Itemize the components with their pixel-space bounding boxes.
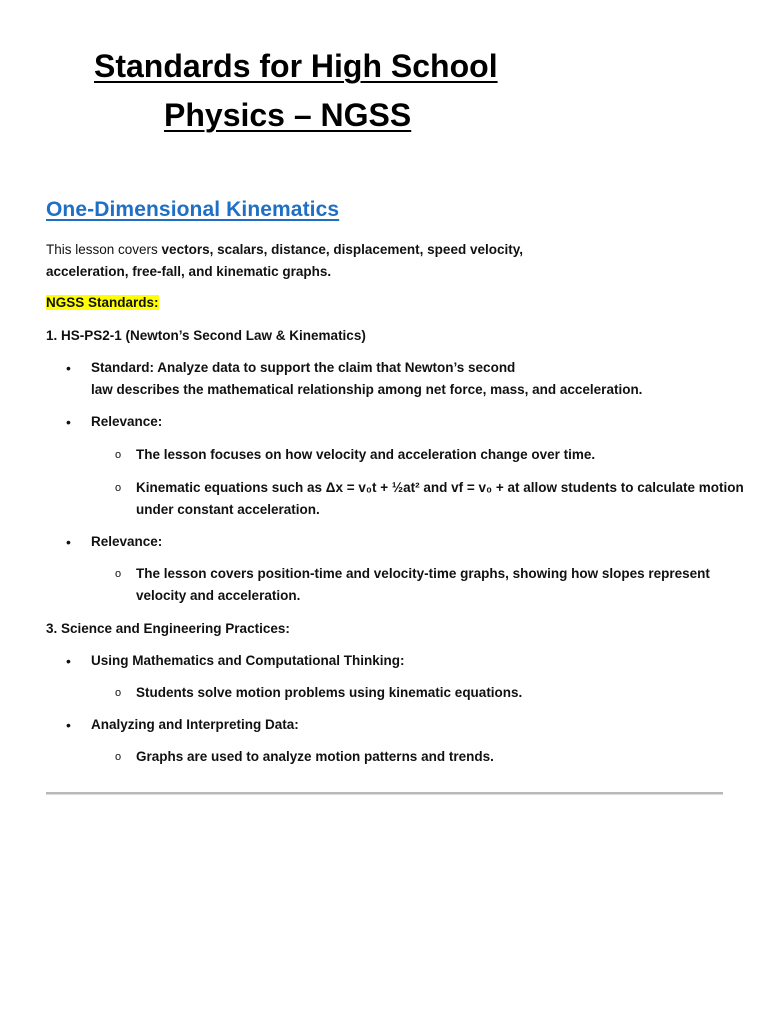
practice-2-sub: Graphs are used to analyze motion patterns and trends.: [136, 749, 494, 764]
intro-prefix: This lesson covers: [46, 242, 162, 257]
section-heading: One-Dimensional Kinematics: [46, 198, 340, 221]
item1-relevance-sub-2-line-1: Kinematic equations such as Δx = v₀t + ½at² and vf = v₀ + at allow students to calculate motion: [136, 480, 744, 495]
horizontal-rule: [46, 792, 723, 795]
item1-relevance-label: Relevance:: [91, 414, 163, 429]
bullet-icon: •: [66, 414, 71, 430]
item1-standard-line-1: Standard: Analyze data to support the claim that Newton’s second: [91, 360, 516, 375]
bullet-icon: •: [66, 534, 71, 550]
bullet-icon: •: [66, 653, 71, 669]
item2-relevance-sub-line-1: The lesson covers position-time and velocity-time graphs, showing how slopes represent: [136, 566, 710, 581]
ngss-standards-label-row: [46, 292, 159, 314]
intro-topics-1: vectors, scalars, distance, displacement, speed velocity,: [161, 242, 523, 257]
sub-bullet-icon: o: [115, 482, 122, 494]
practice-2-label: Analyzing and Interpreting Data:: [91, 717, 299, 732]
item1-heading: 1. HS-PS2-1 (Newton’s Second Law & Kinematics): [46, 328, 366, 343]
bullet-icon: •: [66, 717, 71, 733]
sub-bullet-icon: o: [115, 568, 122, 580]
bullet-icon: •: [66, 360, 71, 376]
document-title-line-1: Standards for High School: [94, 48, 498, 84]
item2-relevance-label: Relevance:: [91, 534, 163, 549]
intro-line-2: acceleration, free-fall, and kinematic graphs.: [46, 264, 332, 279]
ngss-standards-label: NGSS Standards:: [46, 295, 159, 310]
practice-1-sub: Students solve motion problems using kinematic equations.: [136, 685, 523, 700]
sub-bullet-icon: o: [115, 751, 122, 763]
item1-relevance-sub-1: The lesson focuses on how velocity and acceleration change over time.: [136, 447, 596, 462]
sub-bullet-icon: o: [115, 687, 122, 699]
document-title-line-2: Physics – NGSS: [164, 97, 412, 133]
item2-relevance-sub-line-2: velocity and acceleration.: [136, 588, 301, 603]
practice-1-label: Using Mathematics and Computational Thinking:: [91, 653, 405, 668]
item1-standard-line-2: law describes the mathematical relationship among net force, mass, and acceleration.: [91, 382, 643, 397]
item3-heading: 3. Science and Engineering Practices:: [46, 621, 290, 636]
sub-bullet-icon: o: [115, 449, 122, 461]
item1-relevance-sub-2-line-2: under constant acceleration.: [136, 502, 320, 517]
intro-line-1: [46, 239, 523, 261]
